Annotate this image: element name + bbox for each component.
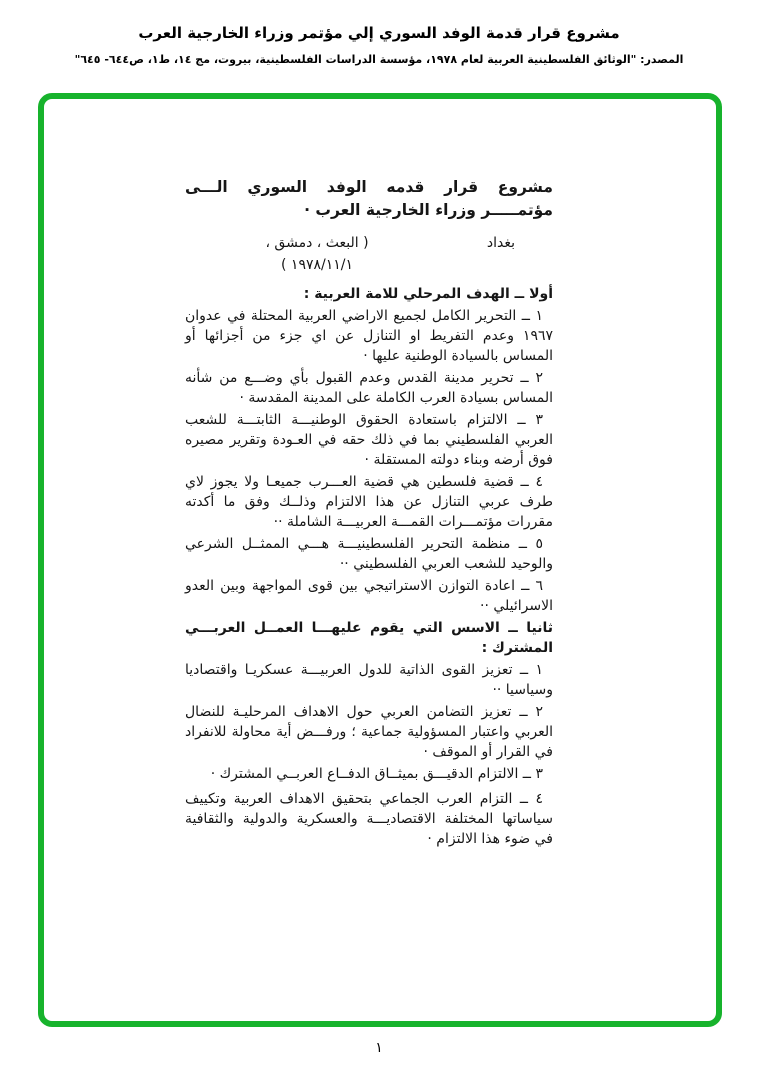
dateline-city: بغداد — [486, 235, 515, 251]
section-2-item-1: ١ ــ تعزيز القوى الذاتية للدول العربيـــة عسكريـا واقتصاديا وسياسيا ·· — [185, 662, 553, 698]
section-1-item-3: ٣ ــ الالتزام باستعادة الحقوق الوطنيـــة الثابتـــة للشعب العربي الفلسطيني بما في ذلك حقه في العـودة وتقرير مصيره فوق أرضه وبناء دولته المستقلة · — [185, 412, 553, 468]
section-2-item-4: ٤ ــ التزام العرب الجماعي بتحقيق الاهداف العربية وتكييف سياساتها المختلفة الاقتصاديـــة والعسكرية والدولية والثقافية في ضوء هذا الالتزام · — [185, 791, 553, 847]
scanned-text-block — [185, 176, 553, 849]
dateline-attribution — [257, 232, 377, 276]
page-number: ١ — [375, 1040, 383, 1056]
dateline-attribution-line2: ١٩٧٨/١١/١ ) — [281, 257, 353, 273]
section-2-item-3: ٣ ــ الالتزام الدقيـــق بميثــاق الدفــاع العربــي المشترك · — [210, 766, 543, 782]
page-header — [0, 24, 758, 66]
doc-body — [185, 284, 553, 849]
dateline-attribution-line1: ( البعث ، دمشق ، — [265, 235, 369, 251]
section-1-item-4: ٤ ــ قضية فلسطين هي قضية العـــرب جميعـا ولا يجوز لاي طرف عربي التنازل عن هذا الالتزام وذلــك وفق ما أكدته مقررات مؤتمـــرات القمـــة العربيـــة الشاملة ·· — [185, 474, 553, 530]
document-header-title: مشروع قرار قدمة الوفد السوري إلي مؤتمر وزراء الخارجية العرب — [138, 24, 620, 42]
section-1-item-5: ٥ ــ منظمة التحرير الفلسطينيـــة هـــي الممثــل الشرعي والوحيد للشعب العربي الفلسطيني ·· — [185, 536, 553, 572]
section-1-item-2: ٢ ــ تحرير مدينة القدس وعدم القبول بأي وضـــع من شأنه المساس بسيادة العرب الكاملة على المدينة المقدسة · — [185, 370, 553, 406]
document-source-line: المصدر: "الوثائق الفلسطينية العربية لعام ١٩٧٨، مؤسسة الدراسات الفلسطينية، بيروت، مج ١٤، ط١، ص٦٤٤- ٦٤٥" — [74, 53, 684, 66]
doc-dateline — [185, 232, 553, 282]
section-1-heading: أولا ــ الهدف المرحلي للامة العربية : — [303, 286, 553, 302]
section-1-item-6: ٦ ــ اعادة التوازن الاستراتيجي بين قوى المواجهة وبين العدو الاسرائيلي ·· — [185, 578, 553, 614]
section-2-heading: ثانيا ــ الاسس التي يقوم عليهـــا العمــل العربـــي المشترك : — [185, 620, 553, 656]
section-2-item-2: ٢ ــ تعزيز التضامن العربي حول الاهداف المرحليـة للنضال العربي واعتبار المسؤولية جماعية ؛ ورفـــض أية محاولة للانفراد في القرار أو الموقف · — [185, 704, 553, 760]
doc-title: مشروع قرار قدمه الوفد السوري الـــى مؤتمـــــر وزراء الخارجية العرب · — [185, 178, 553, 219]
section-1-item-1: ١ ــ التحرير الكامل لجميع الاراضي العربية المحتلة في عدوان ١٩٦٧ وعدم التفريط او التنازل عن اي جزء من أجزائها أو المساس بالسيادة الوطنية عليها · — [185, 308, 553, 364]
